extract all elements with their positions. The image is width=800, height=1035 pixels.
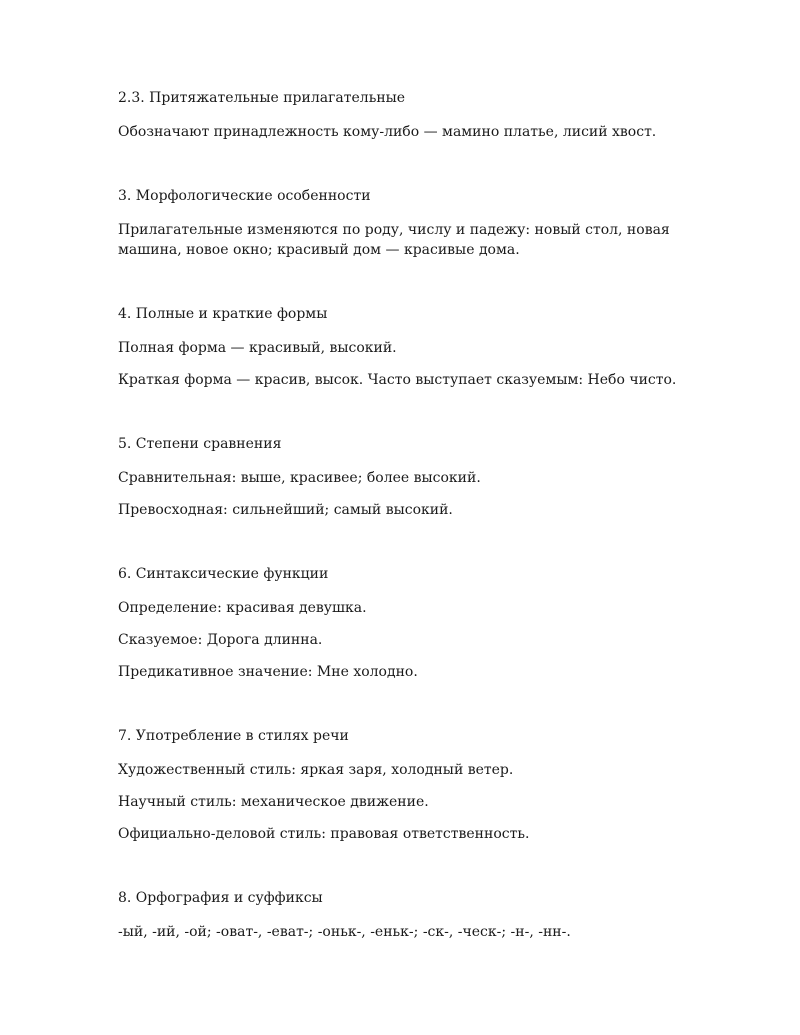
section-paragraph: Превосходная: сильнейший; самый высокий. — [118, 502, 453, 518]
section-paragraph: Полная форма — красивый, высокий. — [118, 340, 397, 356]
section-paragraph: Сравнительная: выше, красивее; более высокий. — [118, 470, 481, 486]
section-orthography-suffixes — [118, 888, 678, 942]
section-paragraph: Обозначают принадлежность кому-либо — мамино платье, лисий хвост. — [118, 124, 657, 140]
section-possessive-adjectives — [118, 88, 678, 142]
section-heading: 7. Употребление в стилях речи — [118, 728, 349, 744]
section-paragraph: Предикативное значение: Мне холодно. — [118, 664, 418, 680]
section-speech-styles — [118, 726, 678, 844]
section-heading: 2.3. Притяжательные прилагательные — [118, 90, 406, 106]
section-heading: 8. Орфография и суффиксы — [118, 890, 323, 906]
section-paragraph: -ый, -ий, -ой; -оват-, -еват-; -оньк-, -еньк-; -ск-, -ческ-; -н-, -нн-. — [118, 924, 571, 940]
section-paragraph: Краткая форма — красив, высок. Часто выступает сказуемым: Небо чисто. — [118, 372, 677, 388]
section-heading: 6. Синтаксические функции — [118, 566, 329, 582]
section-paragraph: Официально-деловой стиль: правовая ответственность. — [118, 826, 530, 842]
section-paragraph: Научный стиль: механическое движение. — [118, 794, 429, 810]
section-heading: 5. Степени сравнения — [118, 436, 282, 452]
section-morphology — [118, 186, 678, 260]
document-page — [118, 88, 678, 954]
section-full-short-forms — [118, 304, 678, 390]
section-syntactic-functions — [118, 564, 678, 682]
section-degrees-comparison — [118, 434, 678, 520]
section-heading: 3. Морфологические особенности — [118, 188, 371, 204]
section-paragraph: Сказуемое: Дорога длинна. — [118, 632, 323, 648]
section-paragraph: Определение: красивая девушка. — [118, 600, 367, 616]
section-paragraph: Художественный стиль: яркая заря, холодный ветер. — [118, 762, 514, 778]
section-paragraph: Прилагательные изменяются по роду, числу и падежу: новый стол, новая машина, новое окно; красивый дом — красивые дома. — [118, 222, 670, 258]
section-heading: 4. Полные и краткие формы — [118, 306, 328, 322]
